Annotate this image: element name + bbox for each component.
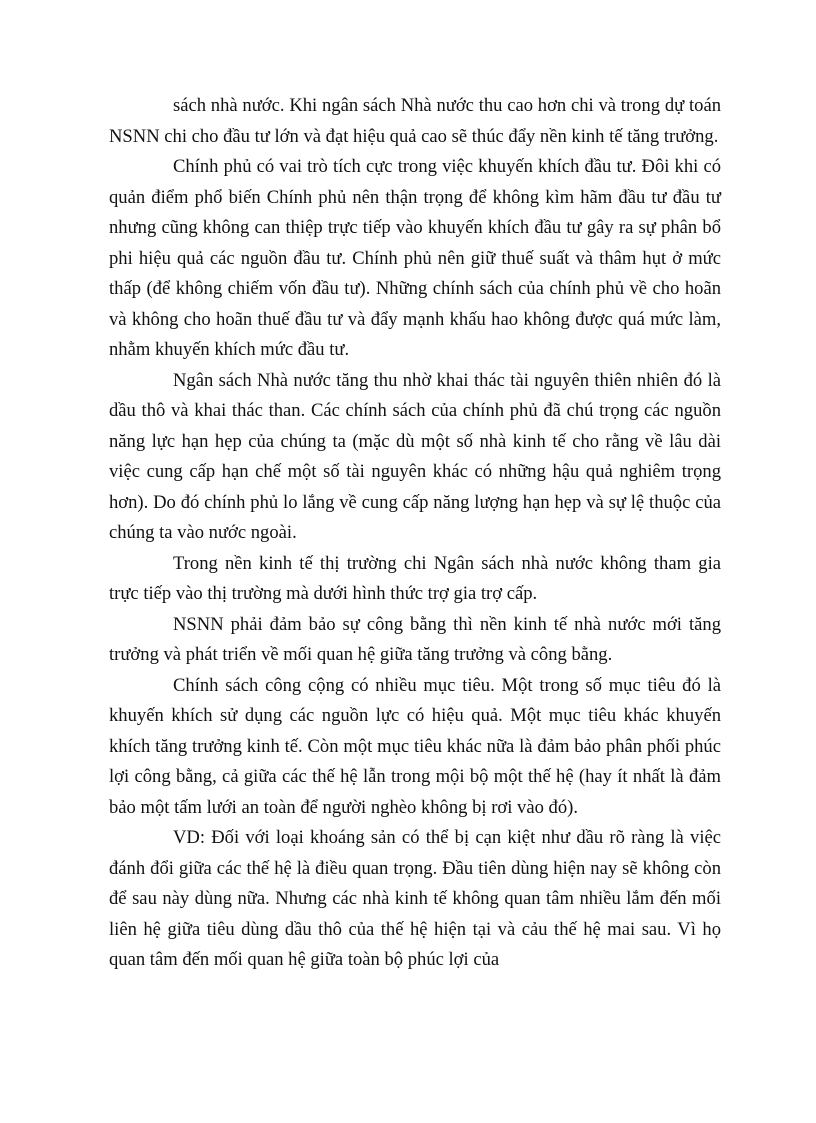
paragraph-7: VD: Đối với loại khoáng sản có thể bị cạn kiệt như dầu rõ ràng là việc đánh đổi giữa các thế hệ là điều quan trọng. Đầu tiên dùng hiện nay sẽ không còn để sau này dùng nữa. Nhưng các nhà kinh tế không quan tâm nhiều lắm đến mối liên hệ giữa tiêu dùng dầu thô của thế hệ hiện tại và cảu thế hệ mai sau. Vì họ quan tâm đến mối quan hệ giữa toàn bộ phúc lợi của <box>109 827 721 970</box>
paragraph-5: NSNN phải đảm bảo sự công bằng thì nền kinh tế nhà nước mới tăng trưởng và phát triển về mối quan hệ giữa tăng trưởng và công bằng. <box>109 613 721 665</box>
paragraph-4: Trong nền kinh tế thị trường chi Ngân sách nhà nước không tham gia trực tiếp vào thị trường mà dưới hình thức trợ gia trợ cấp. <box>109 552 721 604</box>
paragraph-2: Chính phủ có vai trò tích cực trong việc khuyến khích đầu tư. Đôi khi có quản điểm phổ biến Chính phủ nên thận trọng để không kìm hãm đầu tư đầu tư nhưng cũng không can thiệp trực tiếp vào khuyến khích đầu tư gây ra sự phân bổ phi hiệu quả các nguồn đầu tư. Chính phủ nên giữ thuế suất và thâm hụt ở mức thấp (để không chiếm vốn đầu tư). Những chính sách của chính phủ về cho hoãn và không cho hoãn thuế đầu tư và đẩy mạnh khấu hao không được quá mức làm, nhằm khuyến khích mức đầu tư. <box>109 156 721 360</box>
paragraph-1: sách nhà nước. Khi ngân sách Nhà nước thu cao hơn chi và trong dự toán NSNN chi cho đầu tư lớn và đạt hiệu quả cao sẽ thúc đẩy nền kinh tế tăng trưởng. <box>109 95 721 147</box>
body-text <box>109 91 721 976</box>
paragraph-3: Ngân sách Nhà nước tăng thu nhờ khai thác tài nguyên thiên nhiên đó là dầu thô và khai thác than. Các chính sách của chính phủ đã chú trọng các nguồn năng lực hạn hẹp của chúng ta (mặc dù một số nhà kinh tế cho rằng về lâu dài việc cung cấp hạn chế một số tài nguyên khác có những hậu quả nghiêm trọng hơn). Do đó chính phủ lo lắng về cung cấp năng lượng hạn hẹp và sự lệ thuộc của chúng ta vào nước ngoài. <box>109 369 721 543</box>
paragraph-6: Chính sách công cộng có nhiều mục tiêu. Một trong số mục tiêu đó là khuyến khích sử dụng các nguồn lực có hiệu quả. Một mục tiêu khác khuyến khích tăng trưởng kinh tế. Còn một mục tiêu khác nữa là đảm bảo phân phối phúc lợi công bằng, cả giữa các thế hệ lẫn trong mội bộ một thế hệ (hay ít nhất là đảm bảo một tấm lưới an toàn để người nghèo không bị rơi vào đó). <box>109 674 721 818</box>
